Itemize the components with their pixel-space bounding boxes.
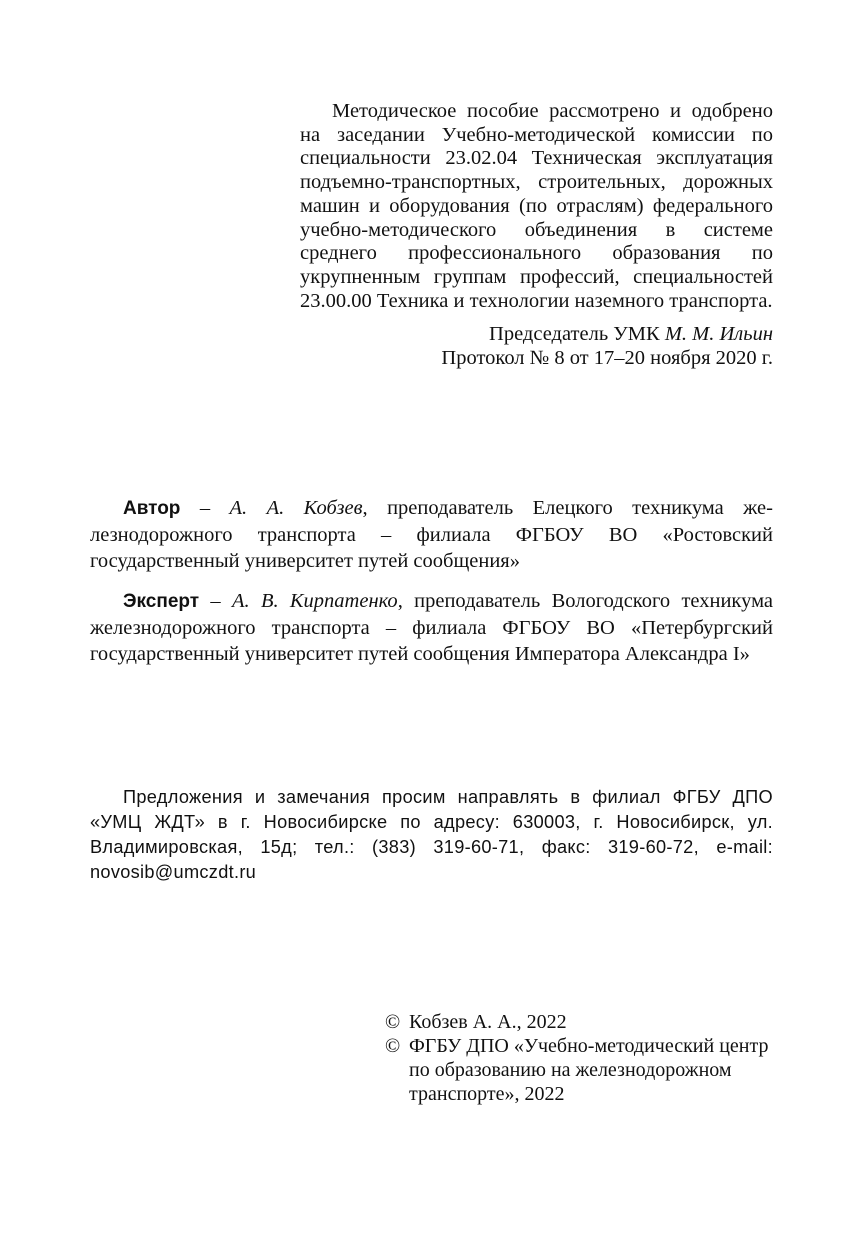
approval-signature [300,323,773,370]
copyright-icon: © [385,1035,401,1057]
expert-paragraph [90,588,773,667]
expert-description: , преподаватель Вологодского техникума железнодорожного транспорта – филиала ФГБОУ ВО «Петербургский государственный университет путей сообщения Императора Александра I» [90,590,773,665]
copyright-block [385,1010,785,1106]
chair-name: М. М. Ильин [664,323,773,346]
author-paragraph [90,495,773,574]
copyright-icon: © [385,1011,401,1033]
copyright-publisher [385,1034,785,1106]
author-name: А. А. Кобзев [229,497,363,519]
protocol-line: Протокол № 8 от 17–20 ноября 2020 г. [441,347,773,370]
author-dash: – [180,497,230,519]
expert-dash: – [199,590,232,612]
approval-text: Методическое пособие рассмотрено и одобрено на заседании Учебно-методической комиссии по специальности 23.02.04 Техническая эксплуатация подъемно-транспортных, строительных, дорожных машин и оборудования (по отраслям) федерального учебно-методического объединения в системе среднего профессионального образования по укрупненным группам профессий, специальностей 23.00.00 Техника и технологии наземного транспорта. [300,100,773,312]
chair-line [300,323,773,347]
authors-block [90,495,773,681]
expert-role: Эксперт [123,591,200,612]
contacts-paragraph: Предложения и замечания просим направлять в филиал ФГБУ ДПО «УМЦ ЖДТ» в г. Новосибирске по адресу: 630003, г. Новосибирск, ул. Владимировская, 15д; тел.: (383) 319-60-71, факс: 319-60-72, e-mail: novosib@umczdt.ru [90,787,773,882]
approval-block [300,100,773,371]
copyright-author-text: Кобзев А. А., 2022 [409,1011,567,1033]
author-description: , преподаватель Елецкого техникума железнодорожного транспорта – филиала ФГБОУ ВО «Ростовский государственный университет путей сообщения» [90,497,773,572]
copyright-publisher-text: ФГБУ ДПО «Учебно-методический центр по образованию на железнодорожном транспорте», 2022 [409,1035,769,1105]
author-role: Автор [123,498,181,519]
chair-label: Председатель УМК [489,323,660,346]
expert-name: А. В. Кирпатенко [231,590,398,612]
copyright-author [385,1010,785,1034]
